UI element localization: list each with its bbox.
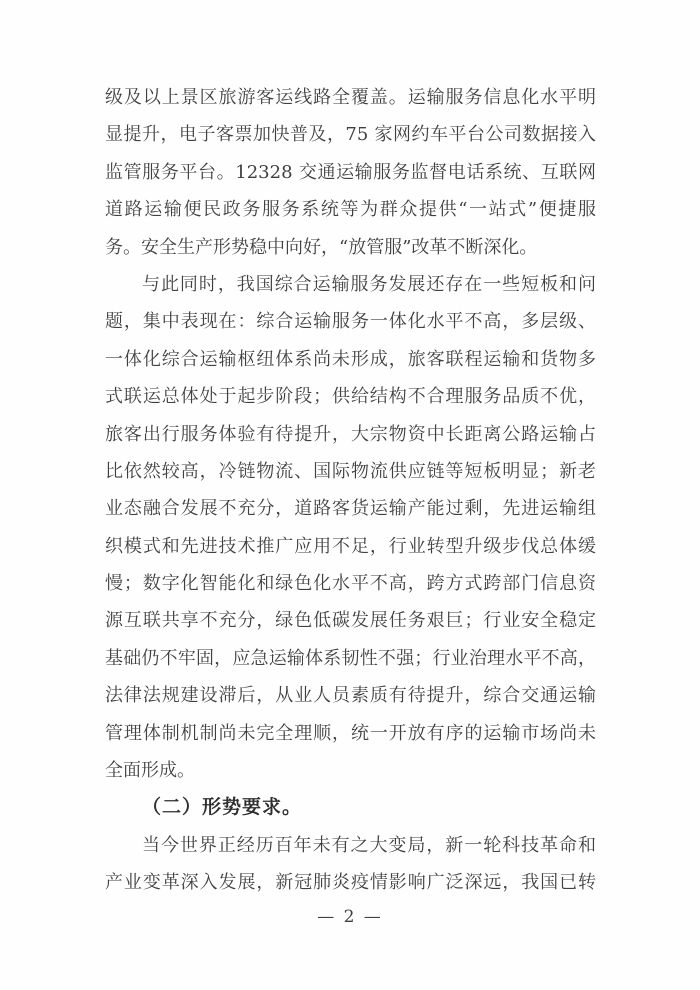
body-line: 全面形成。 <box>105 760 195 782</box>
body-line: 式联运总体处于起步阶段；供给结构不合理服务品质不优， <box>105 386 596 408</box>
body-line: 比依然较高，冷链物流、国际物流供应链等短板明显；新老 <box>105 460 596 482</box>
body-line: 产业变革深入发展，新冠肺炎疫情影响广泛深远，我国已转 <box>105 872 596 894</box>
body-line: 慢；数字化智能化和绿色化水平不高，跨方式跨部门信息资 <box>105 573 596 595</box>
document-body <box>105 79 596 902</box>
body-line: 织模式和先进技术推广应用不足，行业转型升级步伐总体缓 <box>105 535 596 557</box>
body-line: 监管服务平台。12328 交通运输服务监督电话系统、互联网 <box>105 161 596 183</box>
body-line: 业态融合发展不充分，道路客货运输产能过剩，先进运输组 <box>105 498 596 520</box>
body-line: 务。安全生产形势稳中向好，“放管服”改革不断深化。 <box>105 236 538 258</box>
body-line: 题，集中表现在：综合运输服务一体化水平不高，多层级、 <box>105 311 596 333</box>
page-number: — 2 — <box>317 907 383 927</box>
body-line: 道路运输便民政务服务系统等为群众提供“一站式”便捷服 <box>105 199 596 221</box>
body-line: 级及以上景区旅游客运线路全覆盖。运输服务信息化水平明 <box>105 87 596 108</box>
body-line: 与此同时，我国综合运输服务发展还存在一些短板和问 <box>142 273 596 295</box>
body-line: 当今世界正经历百年未有之大变局，新一轮科技革命和 <box>142 834 596 856</box>
body-line: 管理体制机制尚未完全理顺，统一开放有序的运输市场尚未 <box>105 722 596 744</box>
body-line: 旅客出行服务体验有待提升，大宗物资中长距离公路运输占 <box>105 423 596 445</box>
section-heading: （二）形势要求。 <box>142 796 303 819</box>
body-line: 法律法规建设滞后，从业人员素质有待提升，综合交通运输 <box>105 685 596 707</box>
body-line: 基础仍不牢固，应急运输体系韧性不强；行业治理水平不高， <box>105 647 596 669</box>
body-line: 一体化综合运输枢纽体系尚未形成，旅客联程运输和货物多 <box>105 348 596 370</box>
body-line: 源互联共享不充分，绿色低碳发展任务艰巨；行业安全稳定 <box>105 610 596 632</box>
body-line: 显提升，电子客票加快普及，75 家网约车平台公司数据接入 <box>105 124 596 146</box>
